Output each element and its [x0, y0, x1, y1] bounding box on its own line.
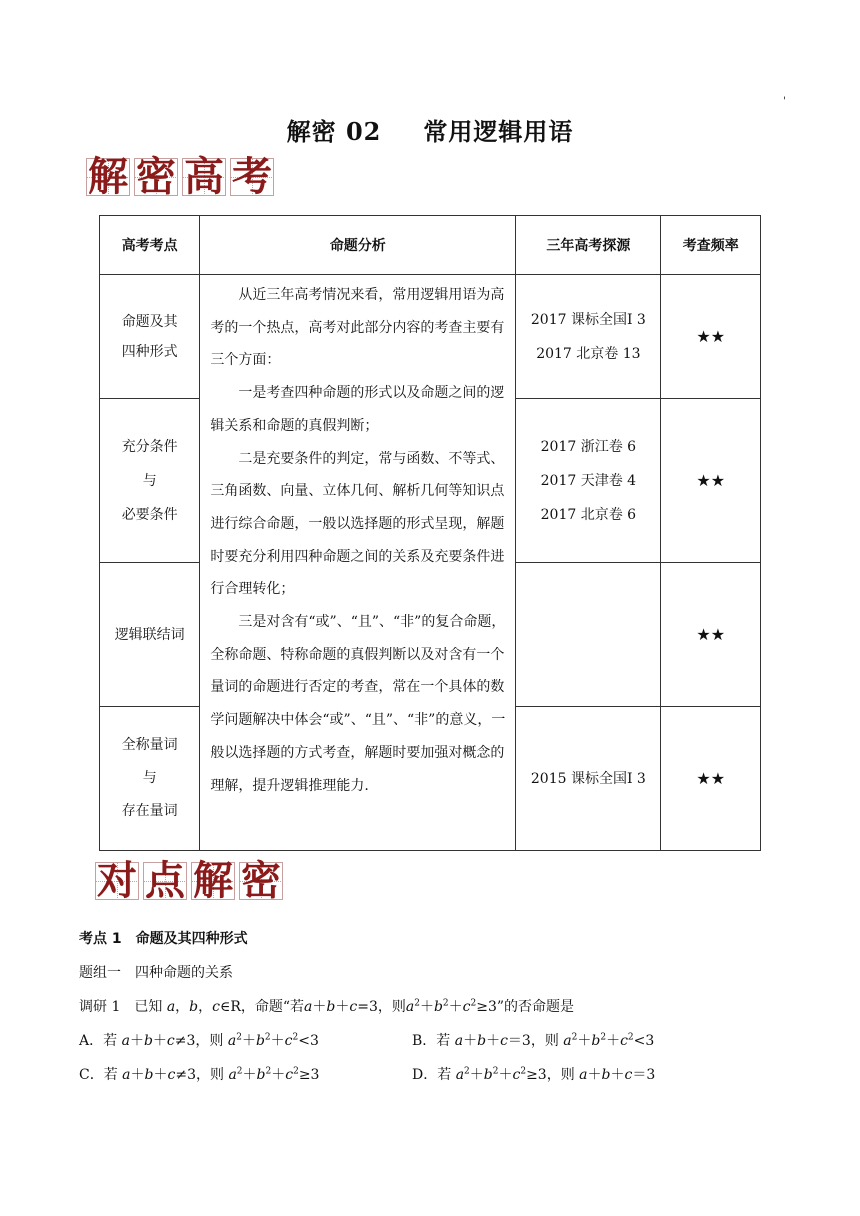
sources-cell — [516, 563, 661, 707]
banner-char: 点 — [145, 857, 185, 904]
corner-mark: ' — [783, 96, 786, 107]
header-sources: 三年高考探源 — [516, 216, 661, 275]
sources-cell: 2017 课标全国Ⅰ 3 2017 北京卷 13 — [516, 275, 661, 399]
banner-jiemi-gaokao — [86, 153, 278, 200]
header-analysis: 命题分析 — [200, 216, 516, 275]
exam-analysis-table — [99, 215, 761, 851]
topic-cell: 充分条件 与 必要条件 — [100, 399, 200, 563]
frequency-stars: ★★ — [661, 707, 761, 851]
header-frequency: 考查频率 — [661, 216, 761, 275]
analysis-cell — [200, 275, 516, 851]
frequency-stars: ★★ — [661, 275, 761, 399]
banner-char: 对 — [97, 857, 137, 904]
sources-cell: 2017 浙江卷 6 2017 天津卷 4 2017 北京卷 6 — [516, 399, 661, 563]
group-heading: 题组一 四种命题的关系 — [79, 965, 233, 981]
analysis-paragraph: 二是充要条件的判定，常与函数、不等式、三角函数、向量、立体几何、解析几何等知识点进行综合命题，一般以选择题的形式呈现，解题时要充分利用四种命题之间的关系及充要条件进行合理转化； — [210, 450, 505, 598]
table-row — [100, 275, 761, 399]
topic-cell: 全称量词 与 存在量词 — [100, 707, 200, 851]
topic-cell: 命题及其 四种形式 — [100, 275, 200, 399]
analysis-paragraph: 三是对含有“或”、“且”、“非”的复合命题，全称命题、特称命题的真假判断以及对含有一个量词的命题进行否定的考查，常在一个具体的数学问题解决中体会“或”、“且”、“非”的意义，一般以选择题的方式考查，解题时要加强对概念的理解，提升逻辑推理能力. — [210, 614, 506, 794]
topic-cell: 逻辑联结词 — [100, 563, 200, 707]
option-c[interactable]: C．若 a＋b＋c≠3，则 $a^2+b^2+c^2\ge 3$ — [79, 1066, 320, 1083]
banner-char: 密 — [136, 153, 176, 200]
option-a[interactable]: A．若 a＋b＋c≠3，则 $a^2+b^2+c^2<3$ — [79, 1032, 319, 1049]
frequency-stars: ★★ — [661, 563, 761, 707]
banner-char: 解 — [88, 153, 128, 200]
banner-char: 高 — [184, 153, 224, 200]
header-topic: 高考考点 — [100, 216, 200, 275]
banner-char: 解 — [193, 857, 233, 904]
section-heading: 考点 1 命题及其四种形式 — [79, 931, 248, 947]
page-title — [0, 112, 860, 147]
question-stem: 调研 1 已知 a，b，c∈R，命题“若a＋b＋c=3，则$a^2+b^2+c^2\ge 3$”的否命题是 — [79, 998, 575, 1015]
option-d[interactable]: D．若 $a^2+b^2+c^2\ge 3$，则 a＋b＋c＝3 — [412, 1066, 656, 1083]
table-header-row — [100, 216, 761, 275]
banner-duidian-jiemi — [95, 857, 287, 904]
banner-char: 密 — [241, 857, 281, 904]
banner-char: 考 — [232, 153, 272, 200]
title-text: 常用逻辑用语 — [423, 117, 574, 146]
option-b[interactable]: B．若 a＋b＋c＝3，则 $a^2+b^2+c^2<3$ — [412, 1032, 655, 1049]
frequency-stars: ★★ — [661, 399, 761, 563]
analysis-paragraph: 一是考查四种命题的形式以及命题之间的逻辑关系和命题的真假判断； — [210, 385, 505, 434]
sources-cell: 2015 课标全国Ⅰ 3 — [516, 707, 661, 851]
analysis-paragraph: 从近三年高考情况来看，常用逻辑用语为高考的一个热点，高考对此部分内容的考查主要有三个方面： — [210, 287, 505, 369]
title-number: 解密 02 — [286, 117, 382, 146]
